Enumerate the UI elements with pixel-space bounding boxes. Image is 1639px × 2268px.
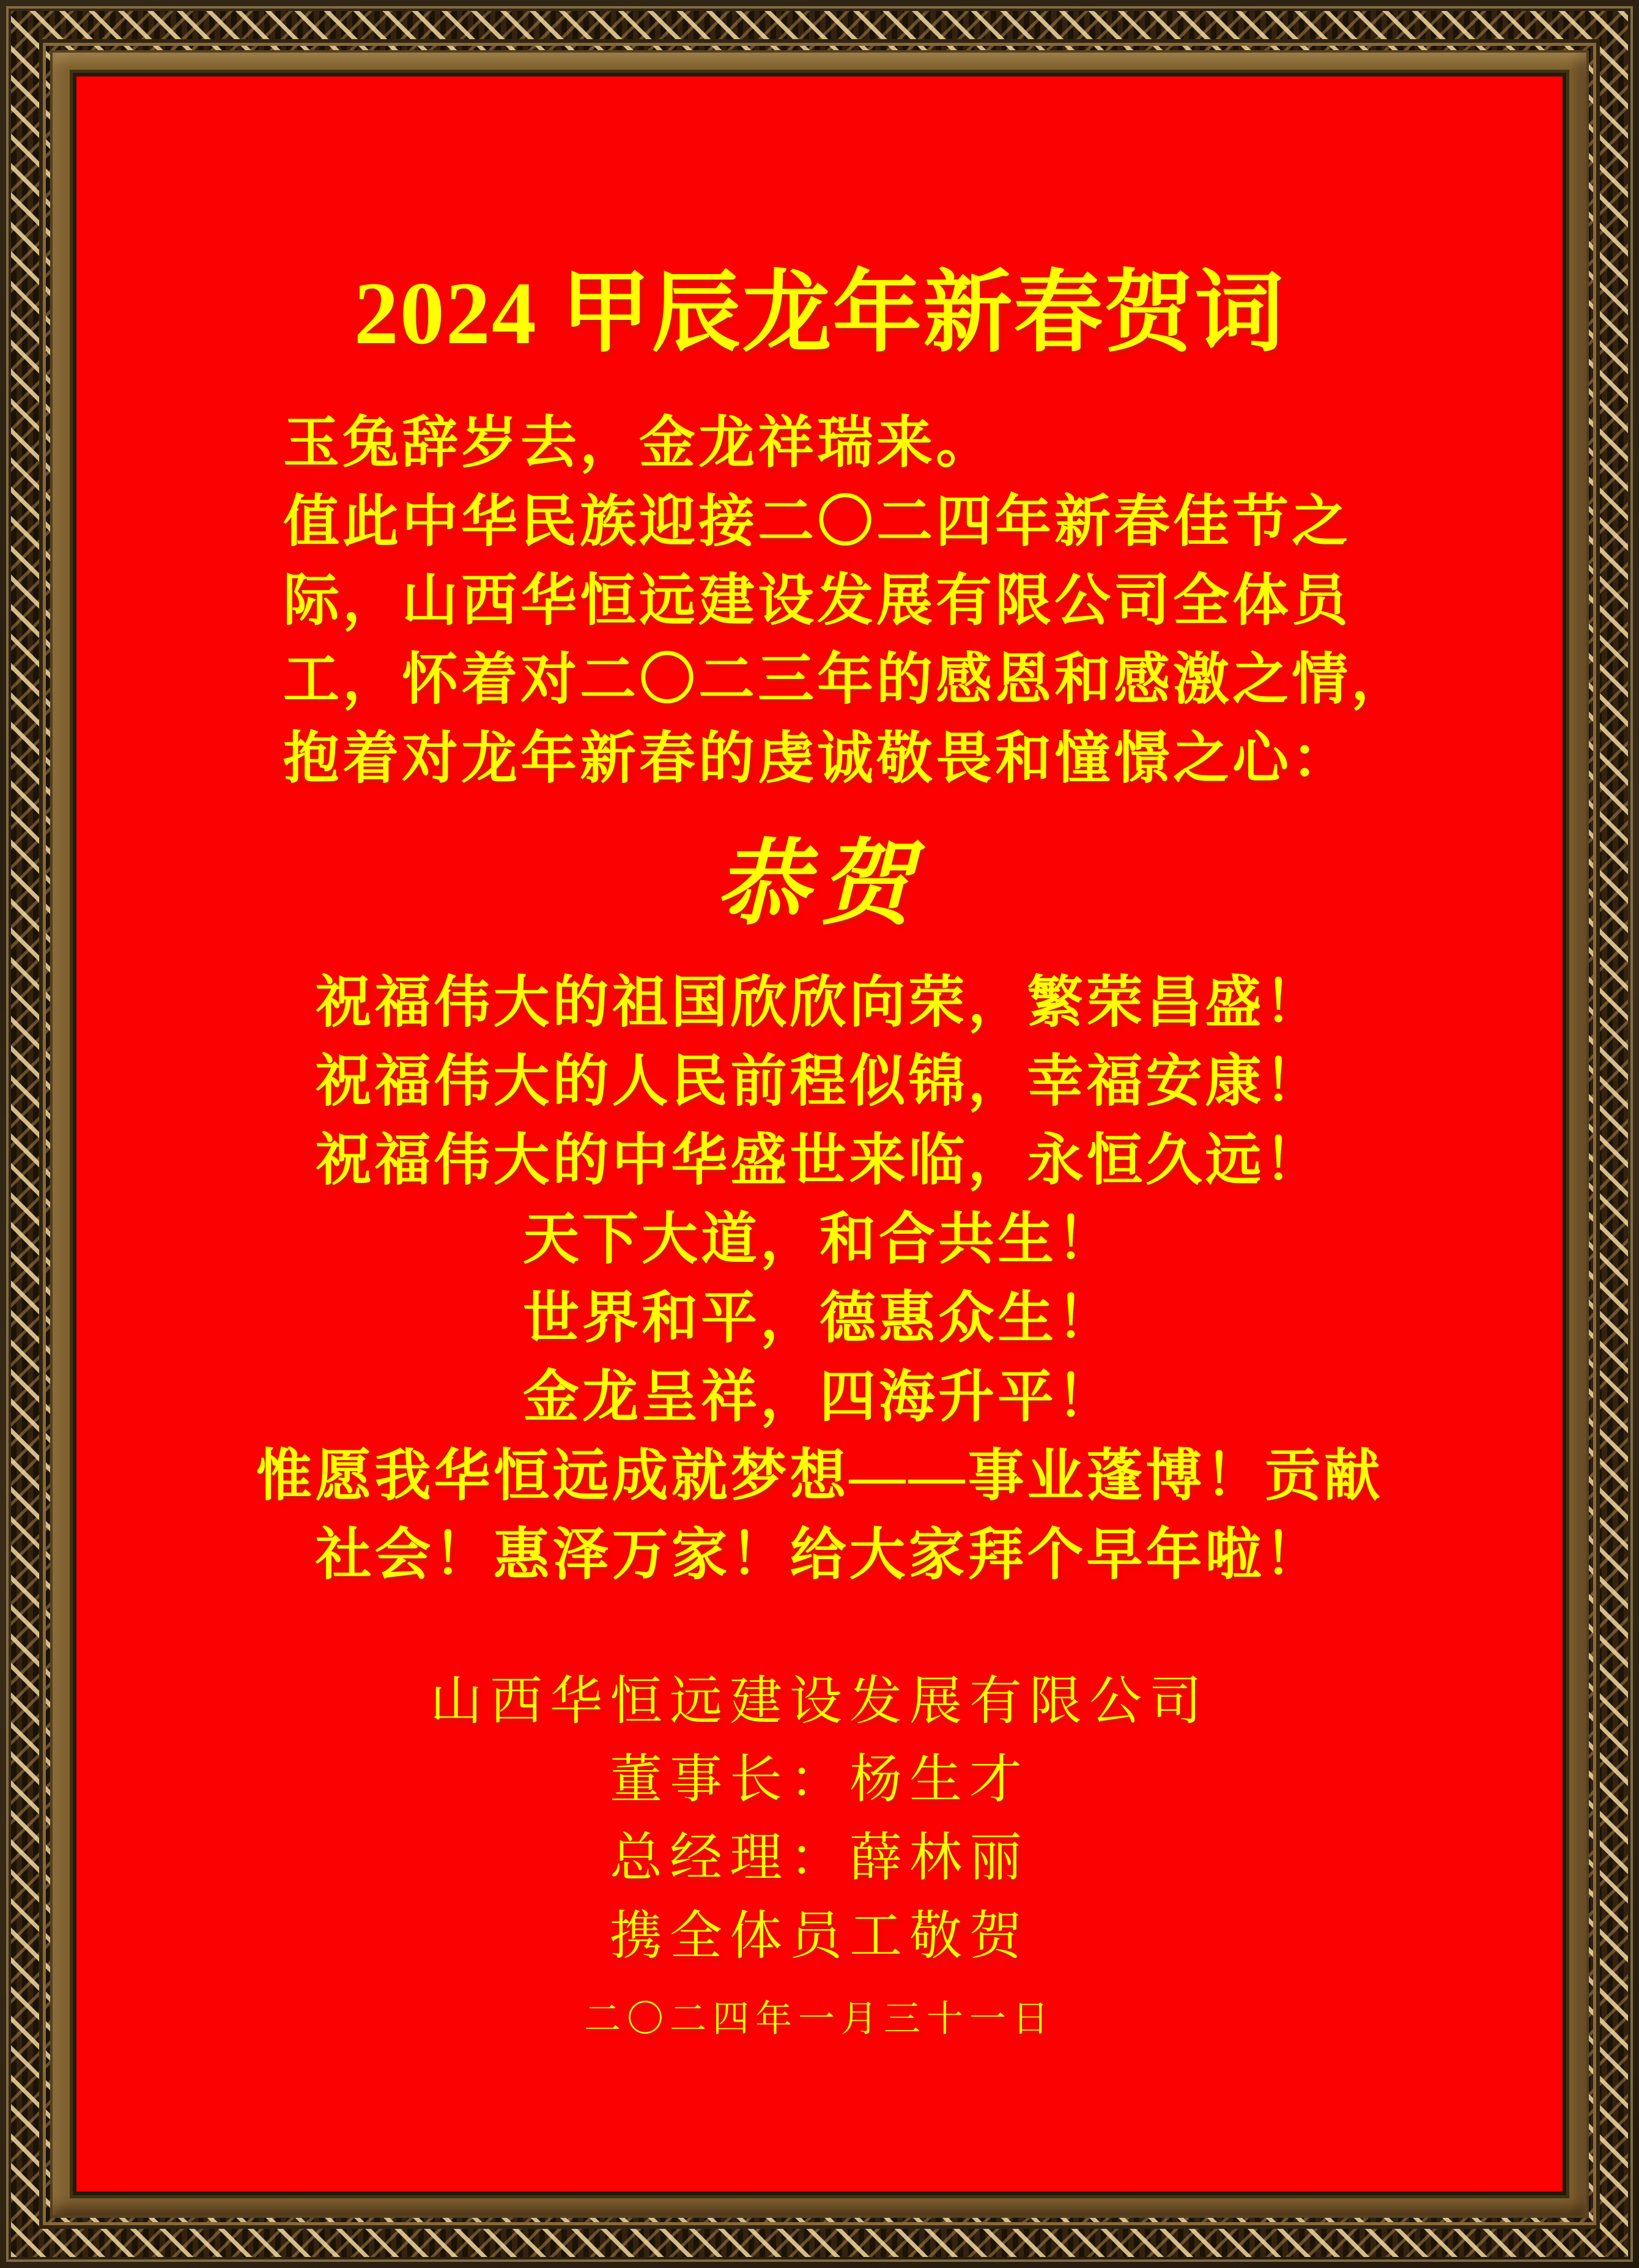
- intro-line: 值此中华民族迎接二〇二四年新春佳节之: [283, 491, 1352, 553]
- intro-line: 工，怀着对二〇二三年的感恩和感激之情，: [283, 648, 1411, 711]
- wishes-block: [76, 963, 1563, 1595]
- wish-line: 惟愿我华恒远成就梦想——事业蓬博！贡献: [256, 1445, 1383, 1507]
- intro-line: 玉兔辞岁去，金龙祥瑞来。: [283, 412, 996, 474]
- greeting-card-canvas: [76, 76, 1563, 2192]
- signature-collective: 携全体员工敬贺: [610, 1907, 1029, 1965]
- wish-line: 祝福伟大的中华盛世来临，永恒久远！: [315, 1129, 1324, 1191]
- signature-date: 二〇二四年一月三十一日: [584, 1999, 1055, 2039]
- wish-line: 祝福伟大的人民前程似锦，幸福安康！: [315, 1050, 1324, 1113]
- intro-line: 际，山西华恒远建设发展有限公司全体员: [283, 569, 1352, 632]
- wish-line: 社会！惠泽万家！给大家拜个早年啦！: [315, 1524, 1324, 1586]
- congrats-script: 恭贺: [716, 833, 923, 936]
- intro-paragraph: [283, 404, 1446, 798]
- signature-block: [76, 1662, 1563, 1975]
- wish-line: 天下大道，和合共生！: [522, 1208, 1116, 1270]
- intro-line: 抱着对龙年新春的虔诚敬畏和憧憬之心：: [283, 727, 1352, 790]
- signature-manager: 总经理：薛林丽: [610, 1828, 1029, 1887]
- signature-chairman: 董事长：杨生才: [610, 1750, 1029, 1809]
- wish-line: 祝福伟大的祖国欣欣向荣，繁荣昌盛！: [315, 971, 1324, 1034]
- greeting-title: 2024 甲辰龙年新春贺词: [353, 264, 1286, 363]
- wish-line: 世界和平，德惠众生！: [522, 1287, 1116, 1349]
- wish-line: 金龙呈祥，四海升平！: [522, 1366, 1116, 1428]
- signature-company: 山西华恒远建设发展有限公司: [430, 1672, 1209, 1730]
